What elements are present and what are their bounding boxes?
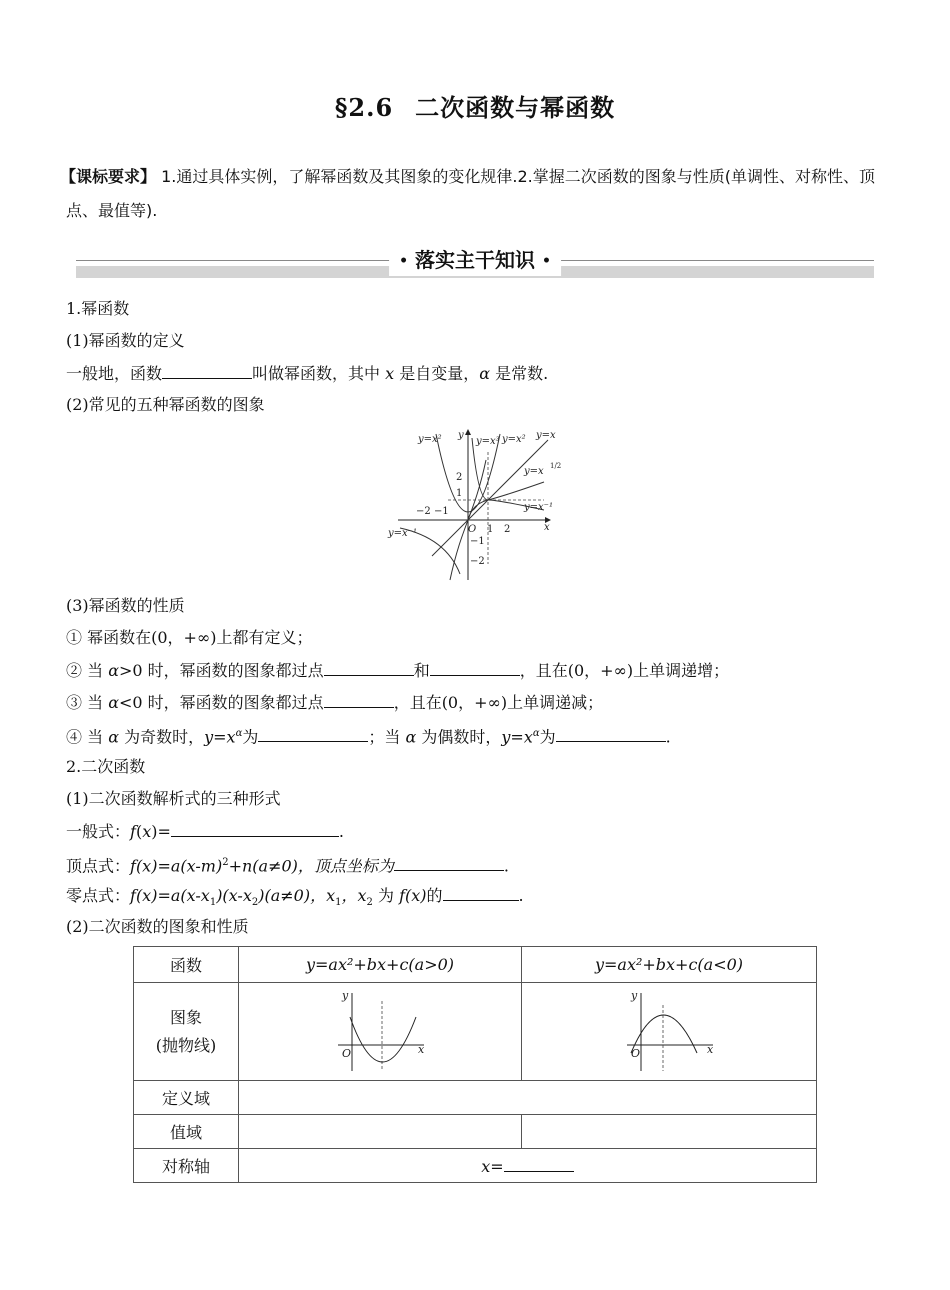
exp-alpha: α: [235, 728, 243, 739]
plot-label-y: y: [631, 988, 638, 1002]
answer-blank[interactable]: [324, 692, 394, 708]
text-span: 是自变量，: [394, 364, 480, 383]
property-2: [66, 660, 729, 681]
text-span: 为: [539, 727, 556, 747]
heading-graphs: (2)常见的五种幂函数的图象: [66, 395, 265, 414]
sub-2: 2: [251, 897, 259, 909]
text-span: 的: [426, 886, 443, 905]
property-3: [66, 692, 603, 713]
table-cell: [134, 983, 239, 1081]
answer-blank[interactable]: [394, 855, 504, 871]
answer-blank[interactable]: [443, 885, 519, 901]
var-alpha: α: [479, 364, 491, 383]
label-y-sqrt: y=x: [524, 466, 544, 477]
text-span: .: [518, 886, 524, 905]
plot-label-x: x: [418, 1042, 425, 1056]
banner-title: [389, 246, 561, 276]
table-row: [134, 1081, 817, 1115]
table-row: [134, 1115, 817, 1149]
text-span: =: [213, 727, 227, 747]
zero-expr: f(x)=a(x-x: [130, 886, 210, 905]
tick-y-2: 2: [456, 472, 463, 483]
upward-parabola-plot: [330, 987, 430, 1073]
sub-1: 1: [335, 897, 342, 909]
text-span: 叫做幂函数，其中: [252, 364, 386, 383]
heading-quadratic: 2.二次函数: [66, 757, 146, 776]
section-number: §2.6: [334, 93, 394, 122]
heading-forms: (1)二次函数解析式的三种形式: [66, 789, 281, 808]
var-alpha: α: [108, 693, 119, 712]
image-label: 图象: [169, 1007, 202, 1027]
section-banner: [76, 246, 874, 278]
var-y: y: [204, 727, 214, 747]
text-span: ④ 当: [66, 727, 109, 747]
plot-label-origin: O: [631, 1046, 641, 1060]
text-span: 为: [242, 727, 259, 747]
label-y-x2: y=x²: [418, 434, 442, 445]
banner-dot-right: •: [541, 253, 551, 270]
plot-label-y: y: [342, 988, 349, 1002]
table-cell: [239, 947, 522, 983]
text-span: 为偶数时，: [416, 727, 502, 747]
header-a-negative: y=ax²+bx+c(a<0): [594, 955, 744, 974]
var-y: y: [501, 727, 511, 747]
var-x: x: [523, 727, 533, 747]
vertex-expr-tail: +n(a≠0)，顶点坐标为: [228, 856, 394, 876]
text-span: 一般式：: [66, 822, 131, 841]
var-x: x: [385, 364, 395, 383]
var-alpha: α: [108, 661, 119, 680]
label-axis-y: y: [458, 430, 464, 441]
tick-x-neg2: −2: [416, 506, 431, 517]
table-cell: [522, 983, 817, 1081]
text-span: 顶点式：: [66, 856, 131, 876]
general-form: 一般式：f(x)= .: [66, 822, 344, 841]
table-cell: 定义域: [134, 1081, 239, 1115]
label-y-inv-left: y=x⁻¹: [388, 528, 417, 539]
page-title: [0, 88, 950, 123]
zero-expr-mid: )(x-x: [216, 886, 252, 905]
tick-y-neg1: −1: [470, 536, 485, 547]
zero-expr-comma: ，x: [341, 886, 367, 905]
text-span: ，且在(0，+∞)上单调递减；: [393, 693, 604, 712]
text-span: 和: [413, 661, 430, 680]
zero-expr-end: )(a≠0)，x: [258, 886, 336, 905]
label-y-x3: y=x³: [476, 436, 500, 447]
tick-x-2: 2: [504, 524, 511, 535]
tick-y-1: 1: [456, 488, 463, 499]
tick-x-1: 1: [487, 524, 494, 535]
table-cell-answer[interactable]: [239, 1081, 817, 1115]
zero-form: [66, 885, 524, 913]
var-alpha: α: [108, 727, 119, 747]
answer-blank[interactable]: [324, 660, 414, 676]
text-span: 零点式：: [66, 886, 131, 905]
text-span: =: [510, 727, 524, 747]
answer-blank[interactable]: [556, 726, 666, 742]
heading-graph-properties: (2)二次函数的图象和性质: [66, 917, 249, 936]
exp-2: 2: [222, 857, 229, 868]
label-y-x: y=x: [536, 430, 556, 441]
table-cell: [239, 983, 522, 1081]
text-span: 一般地，函数: [66, 364, 163, 383]
table-cell: 对称轴: [134, 1149, 239, 1183]
table-cell: [522, 947, 817, 983]
table-cell: 函数: [134, 947, 239, 983]
text-span: >0 时，幂函数的图象都过点: [119, 661, 324, 680]
section-title: 二次函数与幂函数: [415, 93, 616, 122]
var-x: x: [142, 822, 152, 841]
plot-label-origin: O: [342, 1046, 352, 1060]
vertex-expr: f(x)=a(x-m): [130, 856, 223, 876]
var-f: f: [130, 822, 136, 841]
text-span: ；当: [368, 727, 406, 747]
tick-x-neg1: −1: [434, 506, 449, 517]
table-row: [134, 947, 817, 983]
answer-blank[interactable]: [258, 726, 368, 742]
var-x: x: [226, 727, 236, 747]
label-axis-x: x: [544, 522, 550, 533]
header-a-positive: y=ax²+bx+c(a>0): [305, 955, 455, 974]
exp-alpha: α: [532, 728, 540, 739]
text-span: 为奇数时，: [119, 727, 205, 747]
label-y-x2-b: y=x²: [502, 434, 526, 445]
answer-blank[interactable]: [162, 363, 252, 379]
axis-value-label: x=: [481, 1156, 504, 1176]
property-1: ① 幂函数在(0，+∞)上都有定义；: [66, 628, 313, 647]
table-cell-answer[interactable]: [239, 1115, 522, 1149]
text-span: .: [338, 822, 344, 841]
label-y-inv-right: y=x⁻¹: [524, 502, 553, 513]
answer-blank[interactable]: [504, 1156, 574, 1172]
power-function-graph: [384, 424, 566, 582]
label-half-exponent: 1/2: [550, 462, 562, 470]
text-span: .: [665, 727, 671, 747]
text-span: 为: [372, 886, 400, 905]
table-cell-answer[interactable]: [522, 1115, 817, 1149]
heading-definition: (1)幂函数的定义: [66, 331, 185, 350]
plot-label-x: x: [707, 1042, 714, 1056]
banner-text: 落实主干知识: [415, 248, 535, 272]
table-cell: [239, 1149, 817, 1183]
sub-2: 2: [366, 897, 373, 909]
upward-parabola: [350, 1017, 416, 1062]
label-origin: O: [468, 524, 477, 535]
banner-dot-left: •: [399, 253, 409, 270]
image-label-sub: (抛物线): [155, 1035, 217, 1055]
text-span: ，且在(0，+∞)上单调递增；: [519, 661, 730, 680]
downward-parabola-plot: [619, 987, 719, 1073]
table-cell: 值域: [134, 1115, 239, 1149]
tick-y-neg2: −2: [470, 556, 485, 567]
text-span: ② 当: [66, 661, 109, 680]
answer-blank[interactable]: [430, 660, 520, 676]
answer-blank[interactable]: [171, 821, 339, 837]
text-span: <0 时，幂函数的图象都过点: [119, 693, 324, 712]
text-span: ③ 当: [66, 693, 109, 712]
curriculum-requirement: [60, 160, 878, 228]
requirement-tag: 【课标要求】: [60, 167, 157, 186]
vertex-form: [66, 853, 509, 876]
text-span: 是常数.: [490, 364, 549, 383]
heading-power-function: 1.幂函数: [66, 299, 130, 318]
curve-y-x: [432, 440, 548, 556]
table-row: [134, 983, 817, 1081]
property-4: [66, 724, 671, 747]
definition-line: [66, 363, 548, 384]
var-alpha: α: [405, 727, 417, 747]
sub-1: 1: [209, 897, 217, 909]
var-fx: f(x): [399, 886, 427, 905]
requirement-text: 1.通过具体实例，了解幂函数及其图象的变化规律.2.掌握二次函数的图象与性质(单调性、对称性、顶点、最值等).: [66, 167, 875, 220]
table-row: [134, 1149, 817, 1183]
heading-properties: (3)幂函数的性质: [66, 596, 185, 615]
quadratic-properties-table: [133, 946, 817, 1183]
text-span: .: [503, 856, 509, 876]
